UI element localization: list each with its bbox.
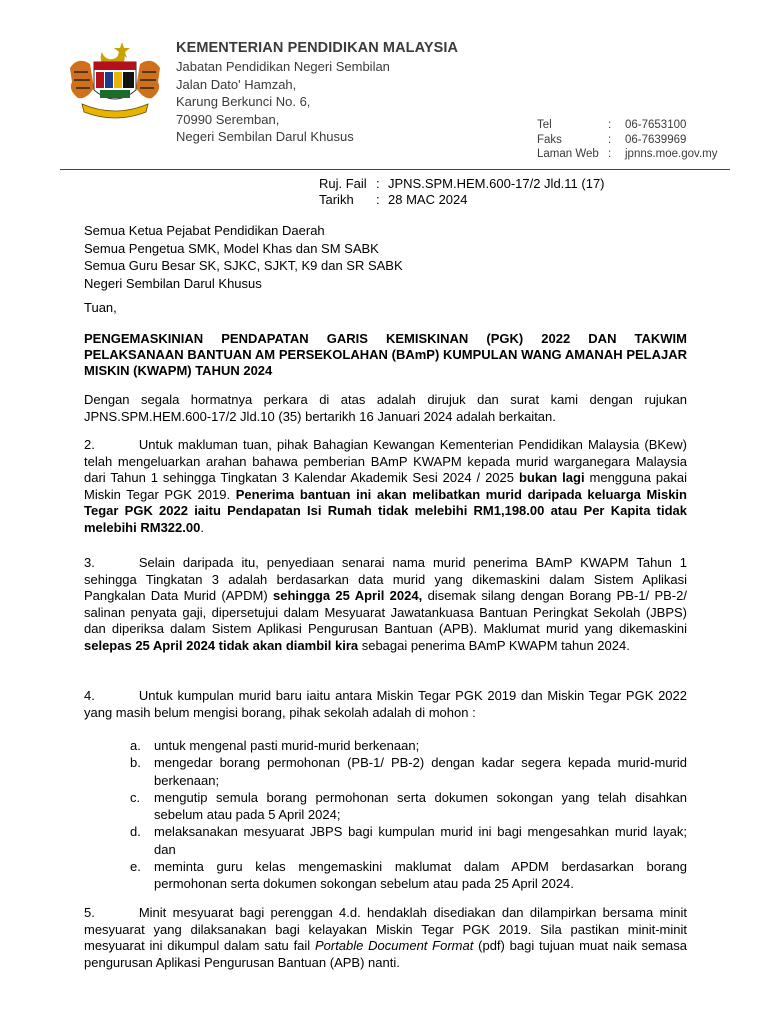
- ministry-name: KEMENTERIAN PENDIDIKAN MALAYSIA: [176, 40, 459, 56]
- paragraph-text: Minit mesyuarat bagi perenggan 4.d. hendaklah disediakan dan dilampirkan bersama minit mesyuarat yang dilaksanakan bagi kelayakan Miskin Tegar PGK 2019. Sila pastikan minit-minit mesyuarat ini dikumpul dalam satu fail: [84, 905, 687, 954]
- paragraph-text: Untuk makluman tuan, pihak Bahagian Kewangan Kementerian Pendidikan Malaysia (BKew) telah mengeluarkan arahan bahawa pemberian BAmP KWAPM kepada murid warganegara Malaysia dari Tahun 1 sehingga Tingkatan 3 Kalendar Akademik Sesi 2024 / 2025: [84, 437, 687, 486]
- paragraph-text: Untuk kumpulan murid baru iaitu antara Miskin Tegar PGK 2019 dan Miskin Tegar PGK 2022 yang masih belum mengisi borang, pihak sekolah adalah di mohon :: [84, 688, 687, 720]
- opening-paragraph: Dengan segala hormatnya perkara di atas adalah dirujuk dan surat kami dengan rujukan JPNS.SPM.HEM.600-17/2 Jld.10 (35) bertarikh 16 Januari 2024 adalah berkaitan.: [84, 392, 687, 424]
- coat-of-arms-icon: [60, 38, 170, 123]
- file-ref-value: JPNS.SPM.HEM.600-17/2 Jld.11 (17): [388, 176, 605, 191]
- list-marker: d.: [130, 824, 141, 840]
- address-line: 70990 Seremban,: [176, 111, 280, 127]
- date-value: 28 MAC 2024: [388, 192, 468, 207]
- fax-value: 06-7639969: [625, 133, 687, 146]
- list-item-text: mengutip semula borang permohonan serta dokumen sokongan yang telah disahkan sebelum atau pada 5 April 2024;: [154, 789, 687, 823]
- emphasis-text: sehingga 25 April 2024,: [273, 588, 423, 604]
- paragraph-text: mengguna pakai Miskin Tegar PGK 2019.: [84, 470, 687, 502]
- list-marker: e.: [130, 859, 141, 875]
- separator: :: [608, 133, 612, 146]
- contact-block: [537, 118, 717, 162]
- paragraph-number: 4.: [84, 688, 95, 703]
- recipient-line: Semua Guru Besar SK, SJKC, SJKT, K9 dan SR SABK: [84, 258, 403, 273]
- list-item: [130, 737, 687, 754]
- tel-row: [537, 118, 717, 133]
- list-item: [130, 789, 687, 824]
- web-row: [537, 147, 717, 162]
- header-divider: [60, 169, 730, 170]
- paragraph-text: (pdf) bagi tujuan muat naik semasa pengurusan Aplikasi Pengurusan Bantuan (APB) nanti.: [84, 938, 687, 970]
- date-row: [319, 192, 605, 208]
- separator: :: [376, 192, 380, 207]
- file-ref-row: [319, 176, 605, 192]
- action-list: [130, 737, 687, 893]
- web-value: jpnns.moe.gov.my: [625, 148, 718, 160]
- letter-subject: PENGEMASKINIAN PENDAPATAN GARIS KEMISKINAN (PGK) 2022 DAN TAKWIM PELAKSANAAN BANTUAN AM PERSEKOLAHAN (BAmP) KUMPULAN WANG AMANAH PELAJAR MISKIN (KWAPM) TAHUN 2024: [84, 331, 687, 378]
- list-item-text: meminta guru kelas mengemaskini maklumat dalam APDM berdasarkan borang permohonan serta dokumen sokongan sebelum atau pada 25 April 2024.: [154, 859, 687, 892]
- fax-row: [537, 133, 717, 148]
- paragraph-text: Selain daripada itu, penyediaan senarai nama murid penerima BAmP KWAPM Tahun 1 sehingga Tingkatan 3 adalah berdasarkan data murid yang dikemaskini dalam Sistem Aplikasi Pangkalan Data Murid (APDM): [84, 555, 687, 604]
- emphasis-text: Penerima bantuan ini akan melibatkan murid daripada keluarga Miskin Tegar PGK 2022 iaitu Pendapatan Isi Rumah tidak melebihi RM1,198.00 atau Per Kapita tidak melebihi RM322.00: [84, 486, 687, 535]
- list-marker: c.: [130, 789, 141, 805]
- reference-block: [319, 176, 605, 208]
- paragraph-3: [84, 555, 687, 655]
- list-marker: a.: [130, 738, 141, 753]
- date-label: Tarikh: [319, 192, 354, 207]
- paragraph-text: disemak silang dengan Borang PB-1/ PB-2/ salinan penyata gaji, dipersetujui dalam Mesyuarat Jawatankuasa Bantuan Peringkat Sekolah (JBPS) dan diperiksa dalam Sistem Aplikasi Pengurusan Bantuan (APB). Maklumat murid yang dikemaskini: [84, 588, 687, 637]
- paragraph-4: [84, 688, 687, 721]
- address-line: Negeri Sembilan Darul Khusus: [176, 129, 354, 144]
- paragraph-text: sebagai penerima BAmP KWAPM tahun 2024.: [358, 637, 630, 653]
- web-label: Laman Web: [537, 148, 599, 160]
- paragraph-number: 2.: [84, 437, 95, 452]
- italic-text: Portable Document Format: [314, 938, 474, 954]
- paragraph-2: [84, 437, 687, 537]
- fax-label: Faks: [537, 133, 562, 146]
- list-item-text: melaksanakan mesyuarat JBPS bagi kumpulan murid ini bagi mengesahkan murid layak; dan: [154, 824, 687, 857]
- paragraph-text: .: [200, 519, 204, 535]
- tel-label: Tel: [537, 119, 552, 131]
- file-ref-label: Ruj. Fail: [319, 176, 367, 191]
- paragraph-number: 3.: [84, 555, 95, 570]
- department-address: [176, 58, 390, 146]
- separator: :: [376, 176, 380, 191]
- salutation: Tuan,: [84, 300, 117, 315]
- list-item-text: untuk mengenal pasti murid-murid berkenaan;: [154, 738, 420, 753]
- list-item: [130, 858, 687, 893]
- paragraph-number: 5.: [84, 905, 95, 920]
- emphasis-text: bukan lagi: [518, 470, 585, 486]
- list-item-text: mengedar borang permohonan (PB-1/ PB-2) dengan kadar segera kepada murid-murid berkenaan;: [154, 755, 687, 788]
- recipient-line: Semua Ketua Pejabat Pendidikan Daerah: [84, 223, 325, 238]
- list-marker: b.: [130, 755, 141, 771]
- list-item: [130, 823, 687, 858]
- address-line: Jabatan Pendidikan Negeri Sembilan: [176, 59, 390, 74]
- list-item: [130, 754, 687, 789]
- separator: :: [608, 148, 612, 160]
- recipients-block: [84, 222, 687, 292]
- tel-value: 06-7653100: [625, 119, 687, 131]
- address-line: Jalan Dato' Hamzah,: [176, 76, 297, 92]
- address-line: Karung Berkunci No. 6,: [176, 94, 311, 109]
- emphasis-text: selepas 25 April 2024 tidak akan diambil kira: [84, 637, 359, 653]
- separator: :: [608, 119, 612, 131]
- recipient-line: Negeri Sembilan Darul Khusus: [84, 275, 262, 291]
- paragraph-5: [84, 905, 687, 971]
- recipient-line: Semua Pengetua SMK, Model Khas dan SM SABK: [84, 240, 379, 256]
